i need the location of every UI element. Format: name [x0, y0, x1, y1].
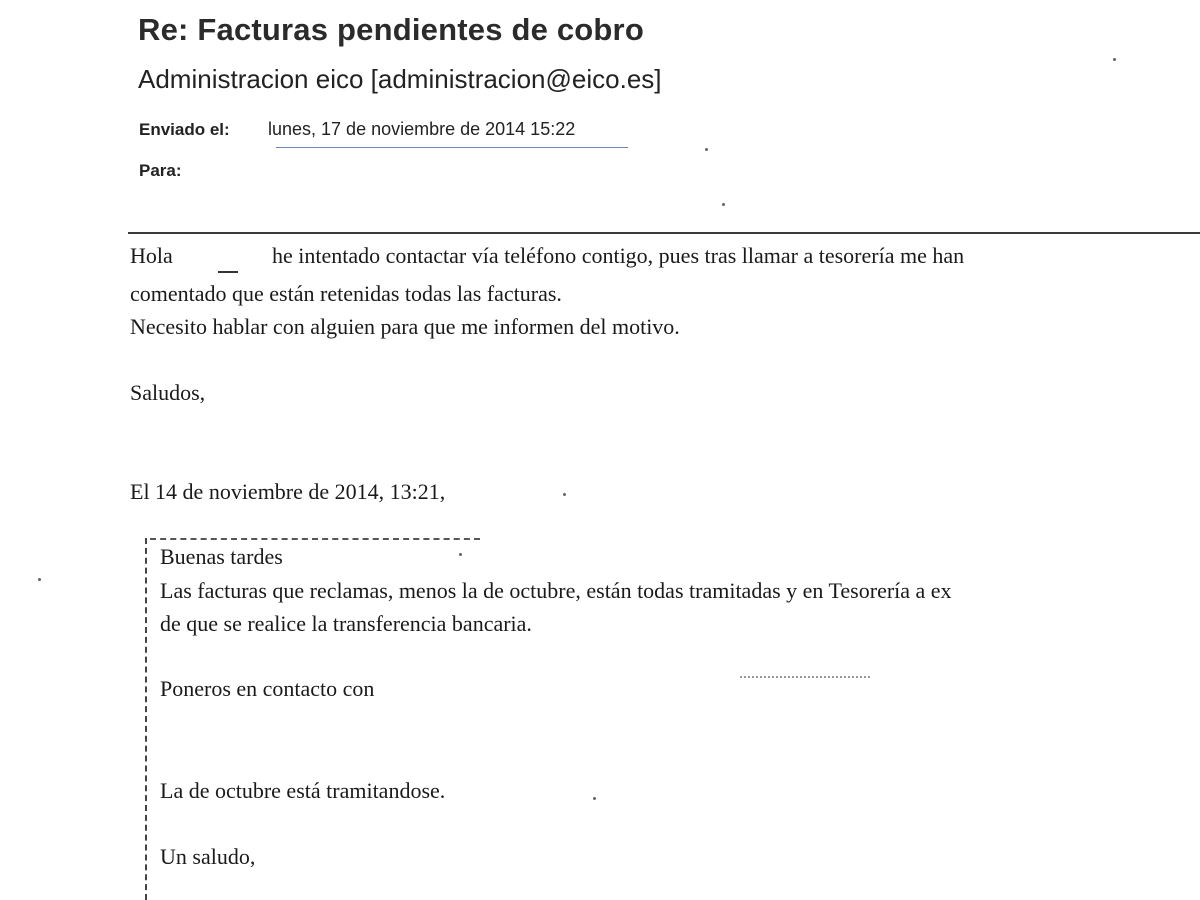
- sent-date: lunes, 17 de noviembre de 2014 15:22: [268, 119, 576, 139]
- message-line: he intentado contactar vía teléfono contigo, pues tras llamar a tesorería me han: [272, 243, 965, 268]
- scan-speck: [722, 203, 725, 206]
- quoted-line: Las facturas que reclamas, menos la de octubre, están todas tramitadas y en Tesorería a ex: [160, 578, 952, 603]
- email-sender: Administracion eico [administracion@eico.es]: [138, 64, 662, 94]
- scan-speck: [563, 493, 566, 496]
- quoted-line: La de octubre está tramitandose.: [160, 778, 446, 803]
- scan-speck: [705, 148, 708, 151]
- quoted-header: El 14 de noviembre de 2014, 13:21,: [130, 479, 446, 504]
- redaction-mark: [218, 271, 238, 273]
- header-separator: [128, 232, 1200, 234]
- sent-label: Enviado el:: [139, 120, 230, 139]
- quoted-greeting: Buenas tardes: [160, 544, 283, 569]
- quote-top-rule: [150, 538, 480, 540]
- message-greeting: Hola: [130, 243, 173, 268]
- quoted-line: de que se realice la transferencia bancaria.: [160, 611, 532, 636]
- message-signoff: Saludos,: [130, 380, 206, 405]
- message-line: comentado que están retenidas todas las facturas.: [130, 281, 562, 306]
- scan-speck: [1113, 58, 1116, 61]
- to-label: Para:: [139, 161, 182, 180]
- scan-speck: [459, 553, 462, 556]
- email-subject: Re: Facturas pendientes de cobro: [138, 12, 644, 47]
- quoted-contact-line: Poneros en contacto con: [160, 676, 375, 701]
- message-line: Necesito hablar con alguien para que me informen del motivo.: [130, 314, 680, 339]
- quoted-signoff: Un saludo,: [160, 844, 256, 869]
- scan-speck: [38, 578, 41, 581]
- sent-date-underline: [276, 147, 628, 148]
- quote-bar: [145, 538, 147, 900]
- scan-speck: [593, 797, 596, 800]
- redaction-dots: [740, 676, 870, 678]
